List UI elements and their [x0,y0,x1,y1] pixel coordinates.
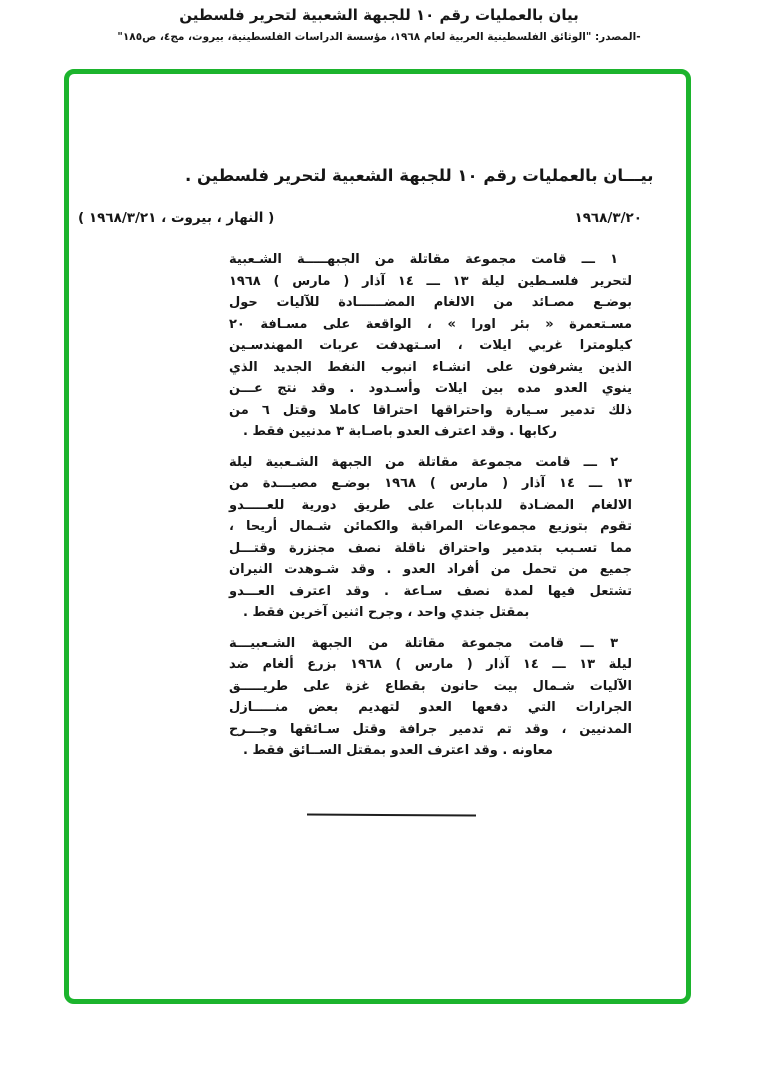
text-line: ذلك تدمير سـيارة واحتراقها احتراقا كاملا وقتل ٦ من [229,402,632,418]
text-line: ١٣ ـــ ١٤ آذار ( مارس ) ١٩٦٨ بوضـع مصيـــدة من [229,476,632,491]
text-line: جميع من تحمل من أفراد العدو . وقد شـوهدت النيران [229,562,632,577]
newspaper-citation: ( النهار ، بيروت ، ١٩٦٨/٣/٢١ ) [78,210,275,226]
text-line: ١ ـــ قامت مجموعة مقاتلة من الجبهـــــة الشـعبية [229,252,618,267]
text-line: مسـتعمرة « بئر اورا » ، الواقعة على مسـافة ٢٠ [229,316,632,332]
text-line: الآليات شـمال بيت حانون بقطاع غزة على طريـــــق [229,678,632,694]
text-line: بوضـع مصـائد من الالغام المضــــــادة للآليات حول [229,295,632,310]
statement-date: ١٩٦٨/٣/٢٠ [574,210,642,226]
text-line: معاونه . وقد اعترف العدو بمقتل الســائق فقط . [243,743,553,758]
text-line: تقوم بتوزيع مجموعات المراقبة والكمائن شـمال أريحا ، [229,519,632,534]
text-line: ٣ ـــ قامت مجموعة مقاتلة من الجبهة الشـعبيـــة [229,635,618,651]
statement-body [229,249,632,771]
page-header-title: بيان بالعمليات رقم ١٠ للجبهة الشعبية لتحرير فلسطين [179,6,579,24]
text-line: الالغام المضـادة للدبابات على طريق دورية للعـــــدو [229,497,632,513]
text-line: الجرارات التي دفعها العدو لتهديم بعض منـــــازل [229,700,632,715]
text-line: الذين يشرفون على انشـاء انبوب النفط الجديد الذي [229,359,632,375]
text-line: مما تسـبب بتدمير واحتراق ناقلة نصف مجنزرة وقتـــل [229,540,632,556]
text-line: لتحرير فلسـطين ليلة ١٣ ـــ ١٤ آذار ( مارس ) ١٩٦٨ [229,273,632,289]
text-line: ليلة ١٣ ـــ ١٤ آذار ( مارس ) ١٩٦٨ بزرع ألغام ضد [229,657,632,672]
text-line: ينوي العدو مده بين ايلات وأسـدود . وقد نتج عـــن [229,381,632,396]
paragraph [229,249,632,443]
paragraph [229,633,632,762]
paragraph [229,452,632,624]
text-line: بمقتل جندي واحد ، وجرح اثنين آخرين فقط . [243,605,530,620]
text-line: ٢ ـــ قامت مجموعة مقاتلة من الجبهة الشـعبية ليلة [229,454,618,470]
document-title: بيـــان بالعمليات رقم ١٠ للجبهة الشعبية لتحرير فلسطين . [185,166,654,185]
text-line: تشتعل فيها لمدة نصف سـاعة . وقد اعترف العـــدو [229,583,632,599]
text-line: المدنيين ، وقد تم تدمير جرافة وقتل سـائقها وجـــرح [229,721,632,737]
text-line: كيلومترا غربي ايلات ، اسـتهدفت عربات المهندسـين [229,338,632,353]
source-citation: -المصدر: "الوثائق الفلسطينية العربية لعام ١٩٦٨، مؤسسة الدراسات الفلسطينية، بيروت، مج٤، ص١٨٥" [117,31,641,43]
text-line: ركابها . وقد اعترف العدو باصـابة ٣ مدنيين فقط . [243,424,557,439]
